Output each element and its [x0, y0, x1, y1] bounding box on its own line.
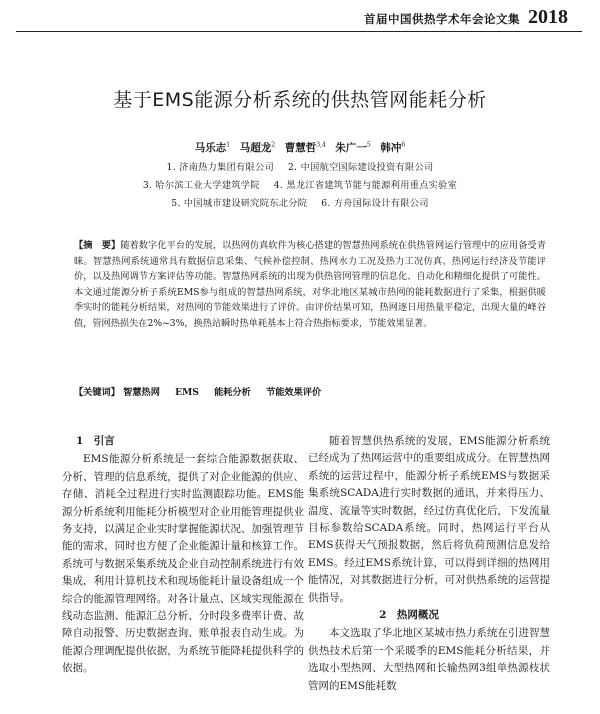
right-column — [308, 433, 550, 695]
header-rule — [16, 31, 582, 32]
keyword: 智慧热网 — [123, 387, 160, 398]
affiliation-line: 3. 哈尔滨工业大学建筑学院 4. 黑龙江省建筑节能与能源利用重点实验室 — [142, 180, 458, 191]
author-name: 韩冲$^6$ — [380, 141, 406, 154]
keywords — [74, 384, 546, 398]
affiliation-line: 1. 济南热力集团有限公司 2. 中国航空国际建设投资有限公司 — [166, 162, 434, 173]
author-name: 曹慧哲$^{3,4}$ — [284, 141, 326, 154]
paragraph: EMS能源分析系统是一套综合能源数据获取、分析、管理的信息系统，提供了对企业能源的供应、存储、消耗全过程进行实时监测跟踪功能。EMS能源分析系统利用能耗分析模型对企业用能管理提供业务支持，以满足企业实时掌握能源状况、加强管理节能的需求，同时也方便了企业能源计量和核算工作。系统可与数据采集系统及企业自动控制系统进行有效集成，利用计算机技术和现场能耗计量设备组成一个综合的能源管理网络。对各计量点、区域实现能源在线动态监测、能源汇总分析、分时段多费率计费、故障自动报警、历史数据查询、账单报表自动生成。为能源合理调配提供依据，为系统节能降耗提供科学的依据。 — [62, 453, 304, 675]
affiliation-line: 5. 中国城市建设研究院东北分院 6. 方舟国际设计有限公司 — [171, 198, 429, 209]
abstract-text: 随着数字化平台的发展，以热网仿真软件为核心搭建的智慧热网系统在供热管网运行管理中的应用备受青睐。智慧热网系统通常具有数据信息采集、气候补偿控制、热网水力工况及热力工况仿真、热网运行经济及节能评价，以及热网调节方案评估等功能。智慧热网系统的出现为供热管网管理的信息化、自动化和精细化提供了可能性。本文通过能源分析子系统EMS参与组成的智慧热网系统，对华北地区某城市热网的能耗数据进行了采集，根据供暖季实时的能耗分析结果，对热网的节能效果进行了评价。由评价结果可知，热网逐日用热量平稳定，出现大量的峰谷值，管网热损失在2%~3%，换热站瞬时热单耗基本上符合热指标要求，节能效果显著。 — [74, 240, 546, 329]
paragraph: 随着智慧供热系统的发展，EMS能源分析系统已经成为了热网运营中的重要组成成分。在智慧热网系统的运营过程中，能源分析子系统EMS与数据采集系统SCADA进行实时数据的通讯，并来得压力、温度、流量等实时数据，经过仿真优化后，下发流量目标参数给SCADA系统。同时，热网运行平台从EMS获得天气预报数据，然后将负荷预测信息发给EMS。经过EMS系统计算，可以得到详细的热网用能情况，对其数据进行分析，可对供热系统的运营提供指导。 — [308, 435, 550, 604]
abstract — [74, 238, 546, 332]
section-heading-introduction: 1 引言 — [76, 435, 115, 447]
paper-title: 基于EMS能源分析系统的供热管网能耗分析 — [113, 89, 487, 111]
conference-name: 首届中国供热学术年会论文集 — [364, 12, 520, 26]
section-heading-overview: 2 热网概况 — [379, 609, 439, 622]
keyword: 能耗分析 — [214, 387, 251, 398]
author-name: 马乐志$^1$ — [194, 141, 231, 154]
paragraph: 本文选取了华北地区某城市热力系统在引进智慧供热技术后第一个采暖季的EMS能耗分析结果，并选取小型热网、大型热网和长输热网3组单热源枝状管网的EMS能耗数 — [308, 627, 550, 692]
keyword: EMS — [175, 387, 199, 398]
author-name: 朱广一$^5$ — [335, 141, 371, 154]
author-name: 马超龙$^2$ — [239, 141, 276, 154]
running-header — [0, 6, 568, 30]
left-column — [62, 433, 304, 678]
conference-year: 2018 — [528, 6, 568, 28]
keywords-label: 【关键词】 — [74, 387, 120, 398]
abstract-label: 【摘 要】 — [74, 240, 121, 251]
author-list — [0, 140, 600, 155]
keyword: 节能效果评价 — [266, 387, 322, 398]
